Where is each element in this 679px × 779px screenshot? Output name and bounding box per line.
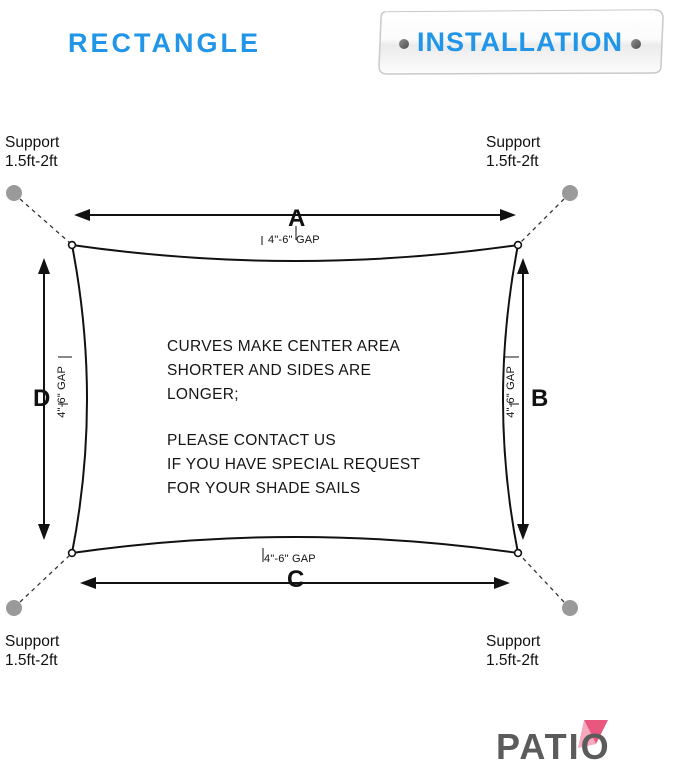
gap-label-right: 4"-6" GAP — [505, 366, 517, 418]
notes-line-1: CURVES MAKE CENTER AREA — [167, 338, 401, 355]
gap-label-top: 4"-6" GAP — [268, 234, 320, 246]
support-label-line1: Support — [5, 134, 60, 151]
support-cable-bottom-right — [520, 555, 564, 602]
support-label-line1: Support — [5, 633, 60, 650]
dimension-letter-c: C — [287, 566, 305, 593]
support-label-top-right — [486, 133, 540, 171]
support-anchor-icon — [6, 600, 22, 616]
gap-label-left: 4"-6" GAP — [56, 366, 68, 418]
support-label-line1: Support — [486, 134, 541, 151]
arrow-head-icon — [517, 524, 529, 540]
support-anchor-icon — [6, 185, 22, 201]
support-anchor-icon — [562, 185, 578, 201]
support-label-top-left — [5, 133, 59, 171]
corner-ring-icon — [69, 550, 76, 557]
arrow-head-icon — [74, 209, 90, 221]
support-label-line1: Support — [486, 633, 541, 650]
notes-line-6: FOR YOUR SHADE SAILS — [167, 480, 361, 497]
notes-block — [167, 335, 420, 501]
arrow-head-icon — [517, 258, 529, 274]
arrow-head-icon — [80, 577, 96, 589]
arrow-head-icon — [38, 524, 50, 540]
arrow-head-icon — [494, 577, 510, 589]
support-cable-bottom-left — [20, 555, 70, 602]
notes-line-5: IF YOU HAVE SPECIAL REQUEST — [167, 456, 421, 473]
support-label-line2: 1.5ft-2ft — [5, 153, 58, 170]
support-label-line2: 1.5ft-2ft — [486, 652, 539, 669]
notes-spacer — [167, 407, 420, 429]
gap-label-bottom: 4"-6" GAP — [264, 553, 316, 565]
support-label-line2: 1.5ft-2ft — [486, 153, 539, 170]
arrow-head-icon — [500, 209, 516, 221]
arrow-head-icon — [38, 258, 50, 274]
support-label-bottom-right — [486, 632, 540, 670]
corner-ring-icon — [69, 242, 76, 249]
notes-line-4: PLEASE CONTACT US — [167, 432, 337, 449]
page-title: RECTANGLE — [68, 28, 261, 58]
brand-logo — [496, 718, 666, 770]
dimension-letter-a: A — [288, 205, 306, 232]
corner-ring-icon — [515, 550, 522, 557]
support-cable-top-left — [20, 199, 70, 243]
dimension-letter-d: D — [33, 385, 51, 412]
notes-line-2: SHORTER AND SIDES ARE — [167, 362, 372, 379]
support-anchor-icon — [562, 600, 578, 616]
support-cable-top-right — [520, 199, 564, 243]
dimension-letter-b: B — [531, 385, 549, 412]
notes-line-3: LONGER; — [167, 386, 239, 403]
installation-label: INSTALLATION — [417, 26, 623, 57]
corner-ring-icon — [515, 242, 522, 249]
support-label-line2: 1.5ft-2ft — [5, 652, 58, 669]
brand-name: PATIO — [496, 726, 611, 767]
support-label-bottom-left — [5, 632, 59, 670]
